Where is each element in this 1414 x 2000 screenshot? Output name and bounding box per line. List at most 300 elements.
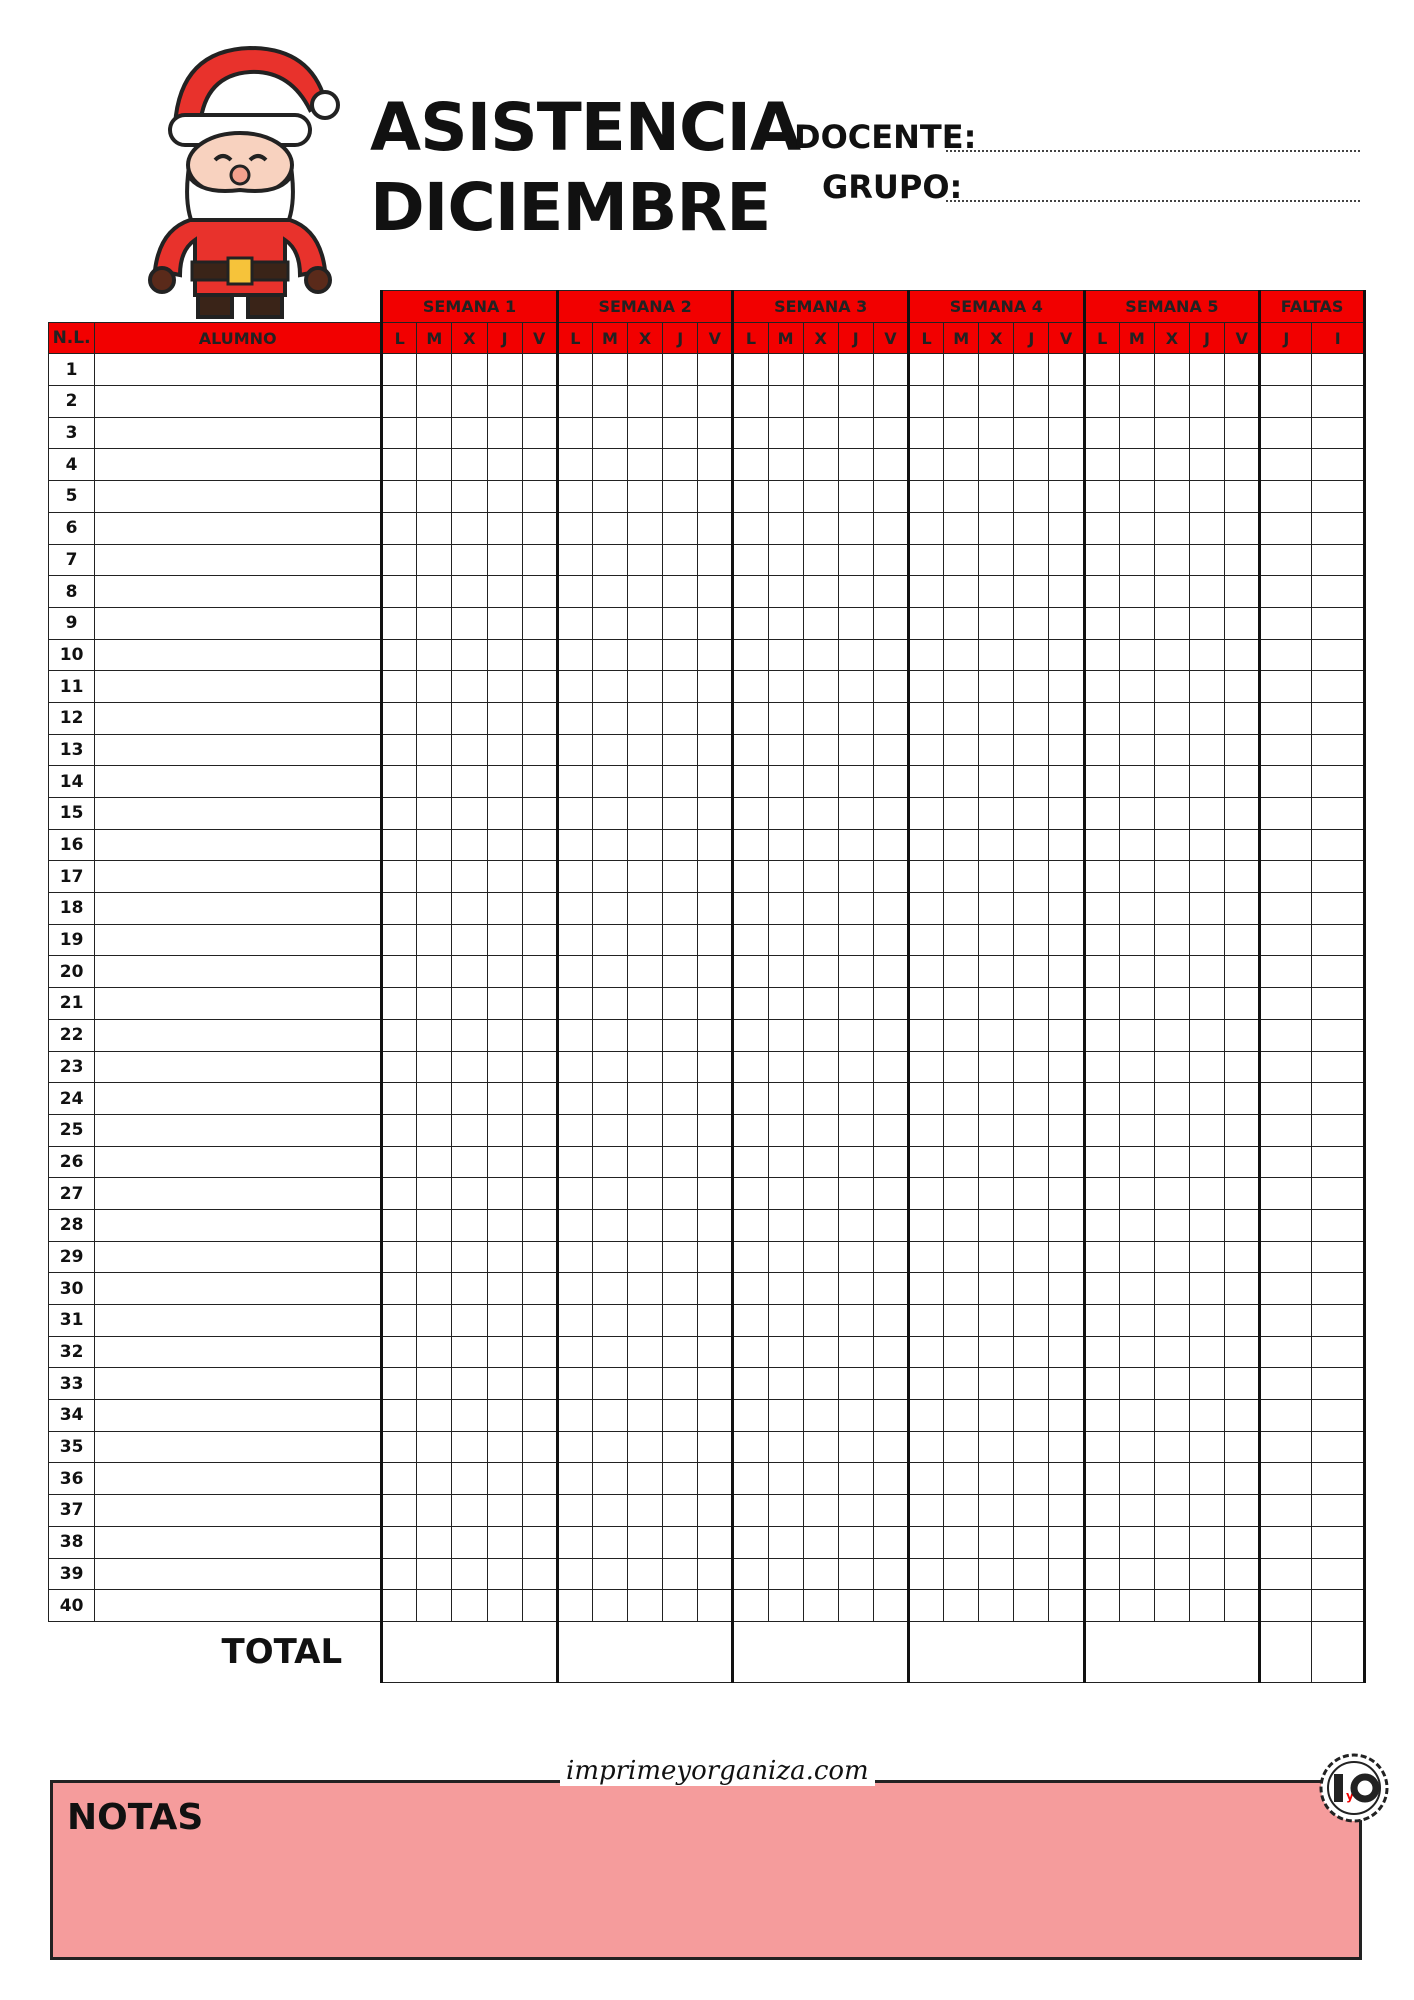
attendance-cell[interactable] <box>803 1558 838 1590</box>
attendance-cell[interactable] <box>452 449 487 481</box>
attendance-cell[interactable] <box>522 798 557 830</box>
absences-cell[interactable] <box>1312 1019 1365 1051</box>
attendance-cell[interactable] <box>909 1463 944 1495</box>
attendance-cell[interactable] <box>1225 1431 1260 1463</box>
attendance-cell[interactable] <box>909 798 944 830</box>
attendance-cell[interactable] <box>592 1305 627 1337</box>
attendance-cell[interactable] <box>487 354 522 386</box>
attendance-cell[interactable] <box>1014 1051 1049 1083</box>
attendance-cell[interactable] <box>979 1463 1014 1495</box>
attendance-cell[interactable] <box>452 861 487 893</box>
attendance-cell[interactable] <box>592 1051 627 1083</box>
attendance-cell[interactable] <box>768 798 803 830</box>
attendance-cell[interactable] <box>1014 1495 1049 1527</box>
attendance-cell[interactable] <box>909 1241 944 1273</box>
attendance-cell[interactable] <box>522 1336 557 1368</box>
week-total-cell-1[interactable] <box>382 1621 558 1682</box>
attendance-cell[interactable] <box>1084 1495 1119 1527</box>
attendance-cell[interactable] <box>592 829 627 861</box>
attendance-cell[interactable] <box>382 1526 417 1558</box>
attendance-cell[interactable] <box>1189 829 1224 861</box>
attendance-cell[interactable] <box>592 481 627 513</box>
attendance-cell[interactable] <box>628 1305 663 1337</box>
attendance-cell[interactable] <box>1084 576 1119 608</box>
attendance-cell[interactable] <box>592 1178 627 1210</box>
absences-cell[interactable] <box>1312 1526 1365 1558</box>
attendance-cell[interactable] <box>1189 671 1224 703</box>
attendance-cell[interactable] <box>1119 1146 1154 1178</box>
student-name-cell[interactable] <box>95 1368 382 1400</box>
absences-cell[interactable] <box>1260 1431 1312 1463</box>
attendance-cell[interactable] <box>452 1083 487 1115</box>
attendance-cell[interactable] <box>1049 1273 1084 1305</box>
student-name-cell[interactable] <box>95 1083 382 1115</box>
attendance-cell[interactable] <box>557 354 592 386</box>
attendance-cell[interactable] <box>452 1114 487 1146</box>
attendance-cell[interactable] <box>1225 1209 1260 1241</box>
attendance-cell[interactable] <box>803 1305 838 1337</box>
attendance-cell[interactable] <box>873 1273 908 1305</box>
attendance-cell[interactable] <box>733 1209 768 1241</box>
attendance-cell[interactable] <box>1154 1083 1189 1115</box>
attendance-cell[interactable] <box>1189 1336 1224 1368</box>
attendance-cell[interactable] <box>1084 1051 1119 1083</box>
attendance-cell[interactable] <box>768 1019 803 1051</box>
attendance-cell[interactable] <box>873 798 908 830</box>
attendance-cell[interactable] <box>1119 449 1154 481</box>
attendance-cell[interactable] <box>944 829 979 861</box>
attendance-cell[interactable] <box>944 417 979 449</box>
attendance-cell[interactable] <box>663 956 698 988</box>
student-name-cell[interactable] <box>95 766 382 798</box>
attendance-cell[interactable] <box>979 607 1014 639</box>
attendance-cell[interactable] <box>628 798 663 830</box>
absences-cell[interactable] <box>1312 956 1365 988</box>
student-name-cell[interactable] <box>95 1051 382 1083</box>
attendance-cell[interactable] <box>382 1590 417 1622</box>
attendance-cell[interactable] <box>979 1273 1014 1305</box>
attendance-cell[interactable] <box>487 1209 522 1241</box>
attendance-cell[interactable] <box>1049 1463 1084 1495</box>
absences-cell[interactable] <box>1260 607 1312 639</box>
attendance-cell[interactable] <box>663 1146 698 1178</box>
attendance-cell[interactable] <box>1049 1431 1084 1463</box>
attendance-cell[interactable] <box>1225 829 1260 861</box>
attendance-cell[interactable] <box>417 1083 452 1115</box>
attendance-cell[interactable] <box>452 1019 487 1051</box>
attendance-cell[interactable] <box>909 386 944 418</box>
attendance-cell[interactable] <box>944 1336 979 1368</box>
attendance-cell[interactable] <box>1049 1146 1084 1178</box>
attendance-cell[interactable] <box>979 1495 1014 1527</box>
attendance-cell[interactable] <box>768 544 803 576</box>
attendance-cell[interactable] <box>1119 1336 1154 1368</box>
attendance-cell[interactable] <box>873 1368 908 1400</box>
attendance-cell[interactable] <box>873 766 908 798</box>
attendance-cell[interactable] <box>487 1241 522 1273</box>
absences-cell[interactable] <box>1260 417 1312 449</box>
attendance-cell[interactable] <box>803 1051 838 1083</box>
attendance-cell[interactable] <box>1154 829 1189 861</box>
attendance-cell[interactable] <box>522 1590 557 1622</box>
attendance-cell[interactable] <box>733 734 768 766</box>
attendance-cell[interactable] <box>592 1590 627 1622</box>
attendance-cell[interactable] <box>592 1400 627 1432</box>
attendance-cell[interactable] <box>803 512 838 544</box>
attendance-cell[interactable] <box>698 1241 733 1273</box>
absences-cell[interactable] <box>1312 893 1365 925</box>
attendance-cell[interactable] <box>452 1336 487 1368</box>
attendance-cell[interactable] <box>382 1114 417 1146</box>
attendance-cell[interactable] <box>628 449 663 481</box>
attendance-cell[interactable] <box>382 512 417 544</box>
attendance-cell[interactable] <box>803 386 838 418</box>
attendance-cell[interactable] <box>663 639 698 671</box>
attendance-cell[interactable] <box>979 924 1014 956</box>
attendance-cell[interactable] <box>417 1368 452 1400</box>
attendance-cell[interactable] <box>522 1019 557 1051</box>
attendance-cell[interactable] <box>1189 766 1224 798</box>
attendance-cell[interactable] <box>733 893 768 925</box>
attendance-cell[interactable] <box>1119 417 1154 449</box>
attendance-cell[interactable] <box>1014 956 1049 988</box>
attendance-cell[interactable] <box>698 702 733 734</box>
attendance-cell[interactable] <box>803 702 838 734</box>
attendance-cell[interactable] <box>628 861 663 893</box>
attendance-cell[interactable] <box>628 386 663 418</box>
attendance-cell[interactable] <box>909 1431 944 1463</box>
attendance-cell[interactable] <box>487 1368 522 1400</box>
attendance-cell[interactable] <box>979 956 1014 988</box>
absences-cell[interactable] <box>1312 576 1365 608</box>
attendance-cell[interactable] <box>979 1114 1014 1146</box>
student-name-cell[interactable] <box>95 1336 382 1368</box>
attendance-cell[interactable] <box>909 988 944 1020</box>
attendance-cell[interactable] <box>417 1495 452 1527</box>
attendance-cell[interactable] <box>698 1146 733 1178</box>
attendance-cell[interactable] <box>979 576 1014 608</box>
attendance-cell[interactable] <box>592 1558 627 1590</box>
attendance-cell[interactable] <box>803 1368 838 1400</box>
attendance-cell[interactable] <box>698 544 733 576</box>
student-name-cell[interactable] <box>95 1146 382 1178</box>
attendance-cell[interactable] <box>452 417 487 449</box>
attendance-cell[interactable] <box>417 1526 452 1558</box>
attendance-cell[interactable] <box>452 386 487 418</box>
attendance-cell[interactable] <box>1189 702 1224 734</box>
attendance-cell[interactable] <box>452 639 487 671</box>
attendance-cell[interactable] <box>522 1463 557 1495</box>
attendance-cell[interactable] <box>838 512 873 544</box>
attendance-cell[interactable] <box>417 1336 452 1368</box>
attendance-cell[interactable] <box>698 956 733 988</box>
attendance-cell[interactable] <box>487 1431 522 1463</box>
attendance-cell[interactable] <box>1049 1495 1084 1527</box>
attendance-cell[interactable] <box>733 1400 768 1432</box>
absences-cell[interactable] <box>1260 1273 1312 1305</box>
attendance-cell[interactable] <box>838 1083 873 1115</box>
attendance-cell[interactable] <box>944 576 979 608</box>
attendance-cell[interactable] <box>838 1368 873 1400</box>
attendance-cell[interactable] <box>1014 798 1049 830</box>
attendance-cell[interactable] <box>522 1051 557 1083</box>
attendance-cell[interactable] <box>382 1019 417 1051</box>
attendance-cell[interactable] <box>909 449 944 481</box>
attendance-cell[interactable] <box>1189 893 1224 925</box>
attendance-cell[interactable] <box>522 861 557 893</box>
attendance-cell[interactable] <box>1014 1590 1049 1622</box>
attendance-cell[interactable] <box>663 1558 698 1590</box>
absences-cell[interactable] <box>1260 639 1312 671</box>
attendance-cell[interactable] <box>1154 354 1189 386</box>
attendance-cell[interactable] <box>628 1463 663 1495</box>
attendance-cell[interactable] <box>698 1368 733 1400</box>
student-name-cell[interactable] <box>95 607 382 639</box>
attendance-cell[interactable] <box>733 1495 768 1527</box>
attendance-cell[interactable] <box>803 1241 838 1273</box>
attendance-cell[interactable] <box>417 607 452 639</box>
attendance-cell[interactable] <box>698 1083 733 1115</box>
attendance-cell[interactable] <box>979 1051 1014 1083</box>
attendance-cell[interactable] <box>1049 1083 1084 1115</box>
attendance-cell[interactable] <box>733 671 768 703</box>
attendance-cell[interactable] <box>1225 1495 1260 1527</box>
attendance-cell[interactable] <box>768 354 803 386</box>
attendance-cell[interactable] <box>382 1209 417 1241</box>
student-name-cell[interactable] <box>95 893 382 925</box>
attendance-cell[interactable] <box>944 1368 979 1400</box>
absences-cell[interactable] <box>1312 1495 1365 1527</box>
attendance-cell[interactable] <box>838 1241 873 1273</box>
attendance-cell[interactable] <box>522 1241 557 1273</box>
attendance-cell[interactable] <box>592 1463 627 1495</box>
attendance-cell[interactable] <box>1154 798 1189 830</box>
attendance-cell[interactable] <box>557 1590 592 1622</box>
attendance-cell[interactable] <box>909 1273 944 1305</box>
attendance-cell[interactable] <box>663 988 698 1020</box>
attendance-cell[interactable] <box>698 1114 733 1146</box>
attendance-cell[interactable] <box>698 1431 733 1463</box>
attendance-cell[interactable] <box>628 1019 663 1051</box>
attendance-cell[interactable] <box>592 1019 627 1051</box>
attendance-cell[interactable] <box>1049 798 1084 830</box>
attendance-cell[interactable] <box>1189 607 1224 639</box>
attendance-cell[interactable] <box>838 417 873 449</box>
attendance-cell[interactable] <box>1014 1400 1049 1432</box>
attendance-cell[interactable] <box>1084 766 1119 798</box>
attendance-cell[interactable] <box>979 1178 1014 1210</box>
attendance-cell[interactable] <box>944 956 979 988</box>
attendance-cell[interactable] <box>1225 354 1260 386</box>
attendance-cell[interactable] <box>909 481 944 513</box>
attendance-cell[interactable] <box>592 734 627 766</box>
attendance-cell[interactable] <box>909 1209 944 1241</box>
attendance-cell[interactable] <box>768 1590 803 1622</box>
attendance-cell[interactable] <box>1225 1558 1260 1590</box>
attendance-cell[interactable] <box>768 1495 803 1527</box>
attendance-cell[interactable] <box>698 1495 733 1527</box>
attendance-cell[interactable] <box>1119 829 1154 861</box>
absences-cell[interactable] <box>1312 1114 1365 1146</box>
attendance-cell[interactable] <box>873 386 908 418</box>
attendance-cell[interactable] <box>803 1526 838 1558</box>
attendance-cell[interactable] <box>803 1400 838 1432</box>
attendance-cell[interactable] <box>628 734 663 766</box>
attendance-cell[interactable] <box>417 1019 452 1051</box>
attendance-cell[interactable] <box>663 893 698 925</box>
attendance-cell[interactable] <box>944 1209 979 1241</box>
attendance-cell[interactable] <box>768 607 803 639</box>
attendance-cell[interactable] <box>592 417 627 449</box>
absences-cell[interactable] <box>1312 354 1365 386</box>
attendance-cell[interactable] <box>838 798 873 830</box>
attendance-cell[interactable] <box>1119 1558 1154 1590</box>
attendance-cell[interactable] <box>487 576 522 608</box>
attendance-cell[interactable] <box>382 449 417 481</box>
attendance-cell[interactable] <box>628 766 663 798</box>
attendance-cell[interactable] <box>1225 956 1260 988</box>
attendance-cell[interactable] <box>733 924 768 956</box>
attendance-cell[interactable] <box>1014 512 1049 544</box>
attendance-cell[interactable] <box>1014 988 1049 1020</box>
attendance-cell[interactable] <box>452 893 487 925</box>
absences-cell[interactable] <box>1312 1558 1365 1590</box>
attendance-cell[interactable] <box>1189 734 1224 766</box>
absences-cell[interactable] <box>1260 924 1312 956</box>
absences-cell[interactable] <box>1312 766 1365 798</box>
attendance-cell[interactable] <box>1084 1178 1119 1210</box>
attendance-cell[interactable] <box>1154 1558 1189 1590</box>
attendance-cell[interactable] <box>909 544 944 576</box>
attendance-cell[interactable] <box>522 893 557 925</box>
attendance-cell[interactable] <box>557 1051 592 1083</box>
attendance-cell[interactable] <box>1154 861 1189 893</box>
attendance-cell[interactable] <box>452 481 487 513</box>
attendance-cell[interactable] <box>698 893 733 925</box>
attendance-cell[interactable] <box>1119 1178 1154 1210</box>
attendance-cell[interactable] <box>733 354 768 386</box>
attendance-cell[interactable] <box>452 956 487 988</box>
attendance-cell[interactable] <box>873 1558 908 1590</box>
notes-box[interactable] <box>50 1780 1362 1960</box>
attendance-cell[interactable] <box>873 1590 908 1622</box>
absences-cell[interactable] <box>1312 1083 1365 1115</box>
absences-cell[interactable] <box>1260 861 1312 893</box>
attendance-cell[interactable] <box>417 1400 452 1432</box>
attendance-cell[interactable] <box>557 1019 592 1051</box>
attendance-cell[interactable] <box>487 1273 522 1305</box>
attendance-cell[interactable] <box>382 702 417 734</box>
attendance-cell[interactable] <box>698 449 733 481</box>
attendance-cell[interactable] <box>452 1146 487 1178</box>
attendance-cell[interactable] <box>663 1590 698 1622</box>
student-name-cell[interactable] <box>95 1400 382 1432</box>
attendance-cell[interactable] <box>487 512 522 544</box>
attendance-cell[interactable] <box>838 1178 873 1210</box>
attendance-cell[interactable] <box>592 1336 627 1368</box>
attendance-cell[interactable] <box>803 639 838 671</box>
attendance-cell[interactable] <box>557 1431 592 1463</box>
attendance-cell[interactable] <box>873 1083 908 1115</box>
attendance-cell[interactable] <box>979 1305 1014 1337</box>
attendance-cell[interactable] <box>979 1558 1014 1590</box>
attendance-cell[interactable] <box>417 861 452 893</box>
attendance-cell[interactable] <box>1189 1209 1224 1241</box>
attendance-cell[interactable] <box>487 639 522 671</box>
attendance-cell[interactable] <box>452 1368 487 1400</box>
attendance-cell[interactable] <box>382 988 417 1020</box>
attendance-cell[interactable] <box>1014 1241 1049 1273</box>
attendance-cell[interactable] <box>803 924 838 956</box>
attendance-cell[interactable] <box>838 924 873 956</box>
attendance-cell[interactable] <box>1084 1146 1119 1178</box>
attendance-cell[interactable] <box>1225 1305 1260 1337</box>
attendance-cell[interactable] <box>803 1178 838 1210</box>
attendance-cell[interactable] <box>733 1114 768 1146</box>
attendance-cell[interactable] <box>382 1400 417 1432</box>
attendance-cell[interactable] <box>557 386 592 418</box>
attendance-cell[interactable] <box>522 671 557 703</box>
absences-cell[interactable] <box>1312 1146 1365 1178</box>
attendance-cell[interactable] <box>909 1590 944 1622</box>
attendance-cell[interactable] <box>382 1146 417 1178</box>
attendance-cell[interactable] <box>733 544 768 576</box>
attendance-cell[interactable] <box>382 1336 417 1368</box>
attendance-cell[interactable] <box>979 829 1014 861</box>
attendance-cell[interactable] <box>487 734 522 766</box>
attendance-cell[interactable] <box>557 576 592 608</box>
attendance-cell[interactable] <box>1154 386 1189 418</box>
attendance-cell[interactable] <box>1225 481 1260 513</box>
attendance-cell[interactable] <box>382 956 417 988</box>
attendance-cell[interactable] <box>557 449 592 481</box>
attendance-cell[interactable] <box>1225 1463 1260 1495</box>
attendance-cell[interactable] <box>1154 1305 1189 1337</box>
attendance-cell[interactable] <box>557 1495 592 1527</box>
attendance-cell[interactable] <box>1189 1590 1224 1622</box>
attendance-cell[interactable] <box>909 829 944 861</box>
attendance-cell[interactable] <box>417 481 452 513</box>
attendance-cell[interactable] <box>768 1178 803 1210</box>
attendance-cell[interactable] <box>522 1431 557 1463</box>
student-name-cell[interactable] <box>95 1019 382 1051</box>
absences-cell[interactable] <box>1312 861 1365 893</box>
attendance-cell[interactable] <box>1154 1336 1189 1368</box>
attendance-cell[interactable] <box>909 417 944 449</box>
attendance-cell[interactable] <box>382 1368 417 1400</box>
attendance-cell[interactable] <box>698 576 733 608</box>
absences-cell[interactable] <box>1312 988 1365 1020</box>
attendance-cell[interactable] <box>909 1083 944 1115</box>
attendance-cell[interactable] <box>1049 1400 1084 1432</box>
attendance-cell[interactable] <box>557 1241 592 1273</box>
attendance-cell[interactable] <box>1154 1114 1189 1146</box>
attendance-cell[interactable] <box>1049 734 1084 766</box>
attendance-cell[interactable] <box>557 607 592 639</box>
attendance-cell[interactable] <box>417 1114 452 1146</box>
attendance-cell[interactable] <box>628 988 663 1020</box>
attendance-cell[interactable] <box>1119 576 1154 608</box>
attendance-cell[interactable] <box>417 512 452 544</box>
attendance-cell[interactable] <box>522 607 557 639</box>
absences-cell[interactable] <box>1260 1209 1312 1241</box>
attendance-cell[interactable] <box>944 386 979 418</box>
attendance-cell[interactable] <box>1189 1463 1224 1495</box>
attendance-cell[interactable] <box>663 481 698 513</box>
attendance-cell[interactable] <box>417 1305 452 1337</box>
attendance-cell[interactable] <box>522 956 557 988</box>
attendance-cell[interactable] <box>382 1273 417 1305</box>
